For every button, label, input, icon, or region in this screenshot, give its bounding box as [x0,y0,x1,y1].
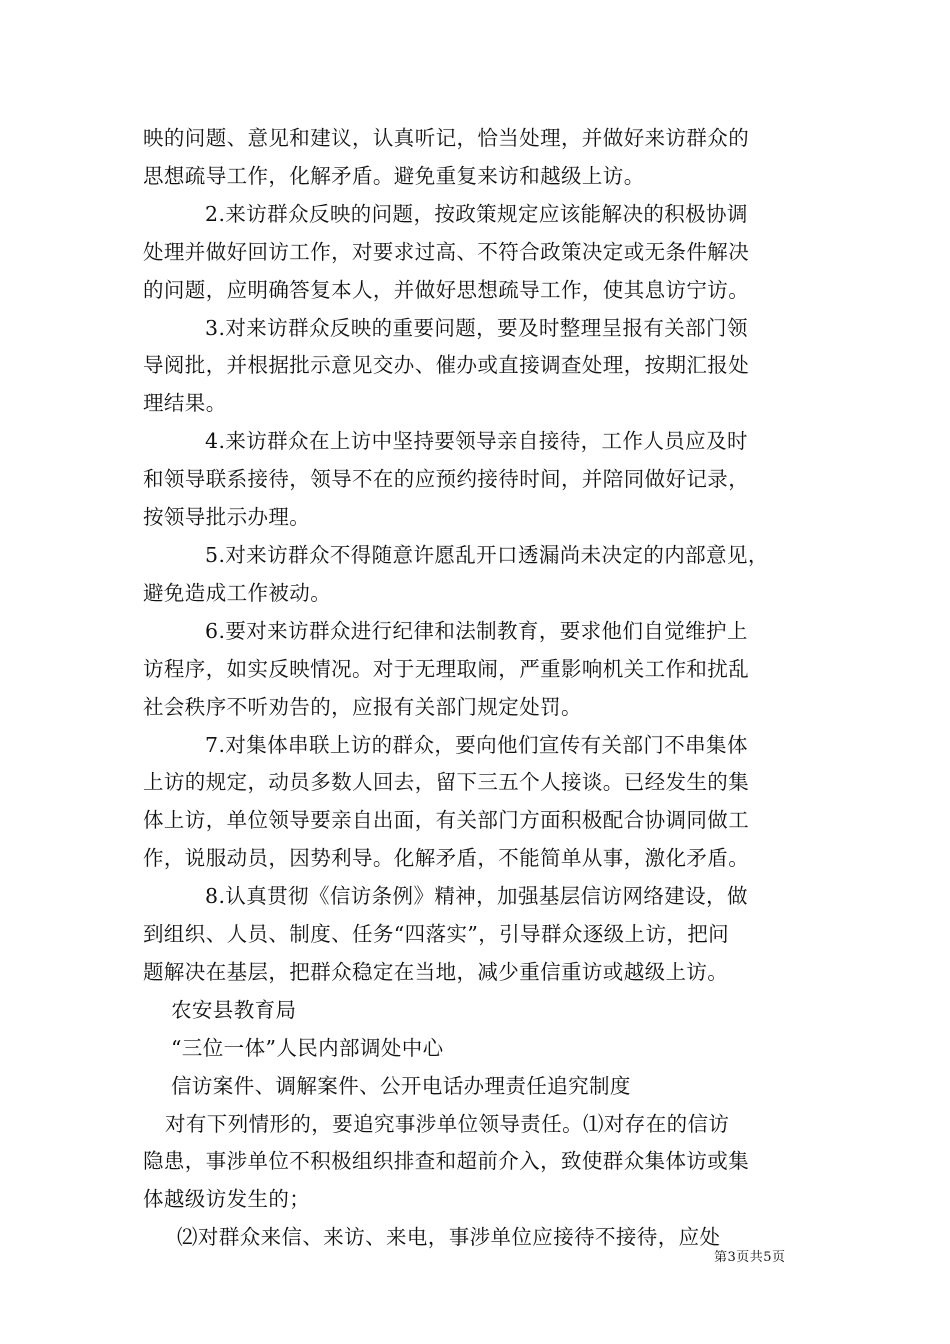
text-line: 思想疏导工作，化解矛盾。避免重复来访和越级上访。 [143,163,645,188]
text-line: 的问题，应明确答复本人，并做好思想疏导工作，使其息访宁访。 [143,277,750,302]
text-line: 按领导批示办理。 [143,505,311,530]
text-line: 处理并做好回访工作，对要求过高、不符合政策决定或无条件解决 [143,239,750,264]
text-line: 映的问题、意见和建议，认真听记，恰当处理，并做好来访群众的 [143,126,750,150]
text-line: 体越级访发生的； [143,1187,311,1212]
text-line: 上访的规定，动员多数人回去，留下三五个人接谈。已经发生的集 [143,770,750,795]
section-title: 信访案件、调解案件、公开电话办理责任追究制度 [171,1073,631,1098]
text-line: 导阅批，并根据批示意见交办、催办或直接调查处理，按期汇报处 [143,353,750,378]
text-line: 8.认真贯彻《信访条例》精神，加强基层信访网络建设，做 [205,884,748,909]
text-line: 对有下列情形的，要追究事涉单位领导责任。⑴对存在的信访 [165,1111,730,1136]
text-line: 作，说服动员，因势利导。化解矛盾，不能简单从事，激化矛盾。 [143,846,750,871]
org-name: 农安县教育局 [171,997,297,1022]
text-line: 5.对来访群众不得随意许愿乱开口透漏尚未决定的内部意见， [205,542,769,567]
text-line: 和领导联系接待，领导不在的应预约接待时间，并陪同做好记录， [143,467,750,492]
text-line: 访程序，如实反映情况。对于无理取闹，严重影响机关工作和扰乱 [143,656,750,681]
text-line: 到组织、人员、制度、任务“四落实”，引导群众逐级上访，把问 [143,922,730,947]
text-line: 理结果。 [143,391,227,416]
center-name: “三位一体”人民内部调处中心 [171,1035,444,1060]
text-line: 7.对集体串联上访的群众，要向他们宣传有关部门不串集体 [205,732,748,757]
text-line: ⑵对群众来信、来访、来电，事涉单位应接待不接待，应处 [177,1225,721,1250]
page-number: 第3页共5页 [714,1250,786,1265]
text-line: 3.对来访群众反映的重要问题，要及时整理呈报有关部门领 [205,315,748,340]
text-line: 6.要对来访群众进行纪律和法制教育，要求他们自觉维护上 [205,618,748,643]
text-line: 4.来访群众在上访中坚持要领导亲自接待，工作人员应及时 [205,429,748,454]
text-line: 隐患，事涉单位不积极组织排查和超前介入，致使群众集体访或集 [143,1149,750,1174]
text-line: 题解决在基层，把群众稳定在当地，减少重信重访或越级上访。 [143,959,729,984]
text-line: 社会秩序不听劝告的，应报有关部门规定处罚。 [143,694,582,719]
text-line: 避免造成工作被动。 [143,580,332,605]
body-text [143,120,809,1257]
text-line: 体上访，单位领导要亲自出面，有关部门方面积极配合协调同做工 [143,808,750,833]
text-line: 2.来访群众反映的问题，按政策规定应该能解决的积极协调 [205,201,748,226]
